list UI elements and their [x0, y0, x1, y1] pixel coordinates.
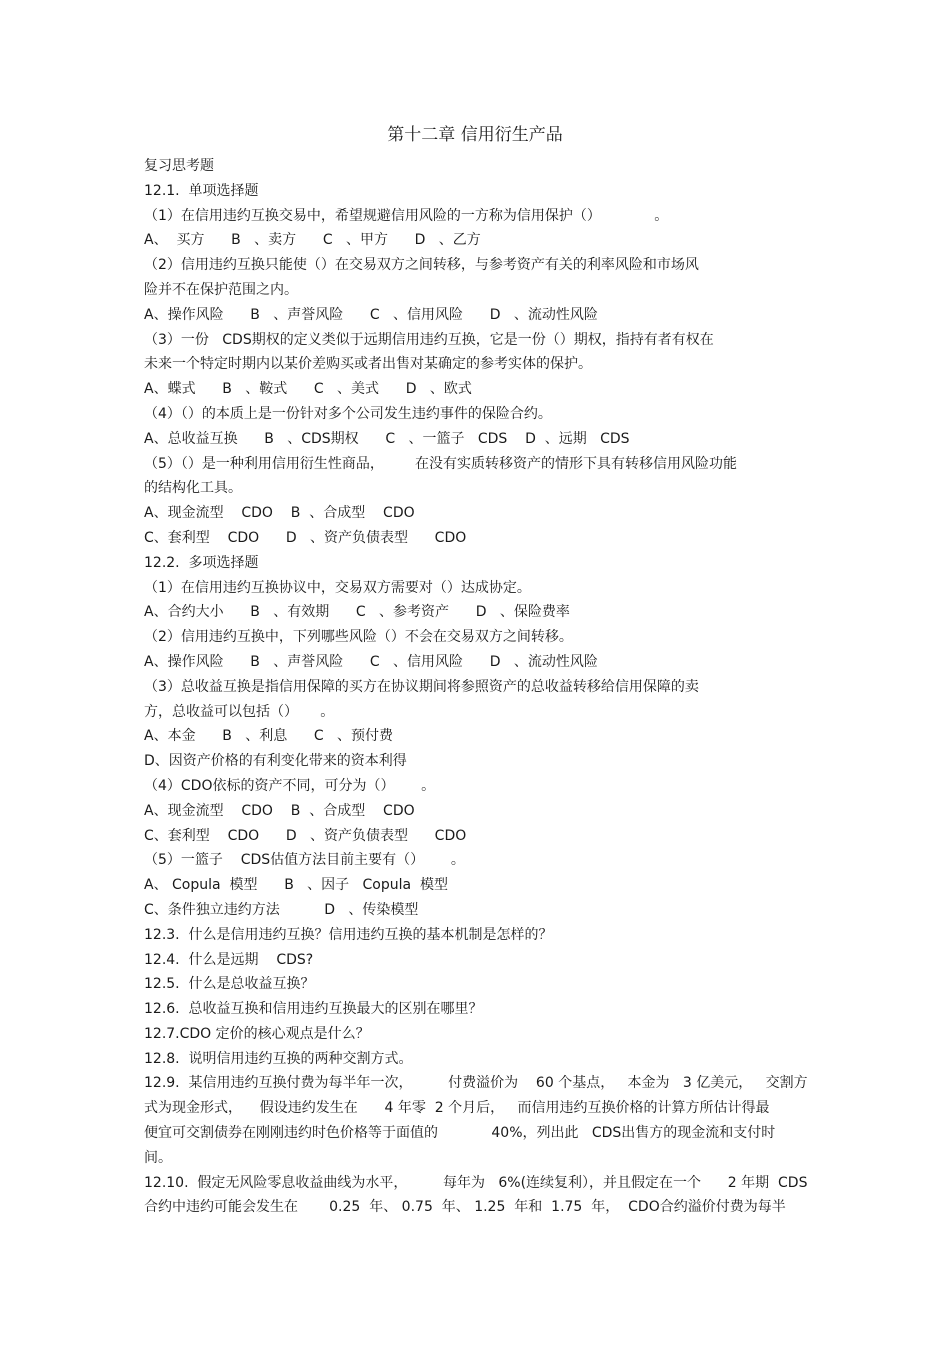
text-line: 12.5. 什么是总收益互换？	[144, 976, 315, 993]
text-line: 12.6. 总收益互换和信用违约互换最大的区别在哪里？	[144, 1001, 483, 1018]
chapter-title: 第十二章 信用衍生产品	[387, 125, 563, 145]
text-line: （2）信用违约互换只能使（）在交易双方之间转移，与参考资产有关的利率风险和市场风	[144, 257, 699, 274]
text-line: A、操作风险 B 、声誉风险 C 、信用风险 D 、流动性风险	[144, 653, 598, 670]
text-line: C、套利型 CDO D 、资产负债表型 CDO	[144, 827, 467, 844]
text-line: 式为现金形式， 假设违约发生在 4 年零 2 个月后， 而信用违约互换价格的计算方所估计得最	[144, 1100, 770, 1117]
text-line: 的结构化工具。	[144, 480, 242, 497]
text-line: 12.8. 说明信用违约互换的两种交割方式。	[144, 1050, 413, 1067]
text-line: （4）（）的本质上是一份针对多个公司发生违约事件的保险合约。	[144, 405, 552, 422]
text-line: 12.9. 某信用违约互换付费为每半年一次， 付费溢价为 60 个基点， 本金为 3 亿美元， 交割方	[144, 1075, 808, 1092]
text-line: A、合约大小 B 、有效期 C 、参考资产 D 、保险费率	[144, 604, 570, 621]
document-body	[144, 154, 834, 1220]
text-line: D、因资产价格的有利变化带来的资本利得	[144, 753, 407, 770]
text-line: A、现金流型 CDO B 、合成型 CDO	[144, 505, 415, 522]
text-line: （3）一份 CDS期权的定义类似于远期信用违约互换，它是一份（）期权，指持有者有权在	[144, 331, 714, 348]
text-line: A、本金 B 、利息 C 、预付费	[144, 728, 394, 745]
text-line: 12.2. 多项选择题	[144, 554, 259, 571]
text-line: 间。	[144, 1149, 172, 1166]
text-line: 12.10. 假定无风险零息收益曲线为水平， 每年为 6%(连续复利），并且假定在一个 2 年期 CDS	[144, 1174, 808, 1191]
text-line: （2）信用违约互换中，下列哪些风险（）不会在交易双方之间转移。	[144, 629, 573, 646]
text-line: A、 Copula 模型 B 、因子 Copula 模型	[144, 877, 448, 894]
text-line: A、 买方 B 、卖方 C 、甲方 D 、乙方	[144, 232, 481, 249]
text-line: 便宜可交割债券在刚刚违约时色价格等于面值的 40%，列出此 CDS出售方的现金流和支付时	[144, 1125, 776, 1142]
text-line: A、总收益互换 B 、CDS期权 C 、一篮子 CDS D 、远期 CDS	[144, 430, 630, 447]
text-line: 未来一个特定时期内以某价差购买或者出售对某确定的参考实体的保护。	[144, 356, 592, 373]
text-line: 方，总收益可以包括（） 。	[144, 703, 335, 720]
text-line: A、蝶式 B 、鞍式 C 、美式 D 、欧式	[144, 381, 472, 398]
text-line: （5）一篮子 CDS估值方法目前主要有（） 。	[144, 852, 465, 869]
text-line: 12.4. 什么是远期 CDS?	[144, 951, 314, 968]
text-line: 险并不在保护范围之内。	[144, 281, 298, 298]
text-line: （3）总收益互换是指信用保障的买方在协议期间将参照资产的总收益转移给信用保障的卖	[144, 678, 699, 695]
text-line: 复习思考题	[144, 158, 214, 174]
text-line: 合约中违约可能会发生在 0.25 年、 0.75 年、 1.25 年和 1.75 年， CDO合约溢价付费为每半	[144, 1199, 786, 1216]
text-line: （4）CDO依标的资产不同，可分为（） 。	[144, 777, 436, 794]
text-line: （5）（）是一种利用信用衍生性商品， 在没有实质转移资产的情形下具有转移信用风险功能	[144, 455, 738, 472]
text-line: C、条件独立违约方法 D 、传染模型	[144, 901, 419, 918]
text-line: 12.1. 单项选择题	[144, 182, 259, 199]
text-line: 12.3. 什么是信用违约互换？信用违约互换的基本机制是怎样的？	[144, 926, 553, 943]
text-line: A、现金流型 CDO B 、合成型 CDO	[144, 802, 415, 819]
text-line: 12.7.CDO 定价的核心观点是什么？	[144, 1025, 370, 1042]
text-line: C、套利型 CDO D 、资产负债表型 CDO	[144, 529, 467, 546]
text-line: （1）在信用违约互换交易中，希望规避信用风险的一方称为信用保护（） 。	[144, 207, 669, 224]
text-line: （1）在信用违约互换协议中，交易双方需要对（）达成协定。	[144, 579, 531, 596]
text-line: A、操作风险 B 、声誉风险 C 、信用风险 D 、流动性风险	[144, 306, 598, 323]
